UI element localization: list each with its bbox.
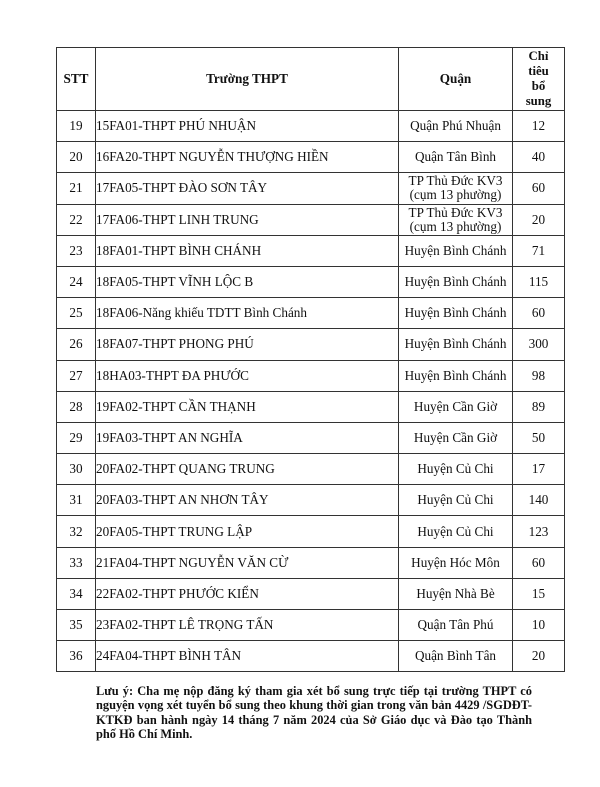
- district-line: Huyện Củ Chi: [417, 492, 494, 508]
- table-row: [57, 422, 565, 453]
- district-line: Quận Phú Nhuận: [410, 118, 501, 134]
- cell-stt: 29: [57, 422, 96, 453]
- cell-school: 19FA03-THPT AN NGHĨA: [96, 422, 399, 453]
- cell-quota: 60: [513, 173, 565, 204]
- cell-stt: 19: [57, 111, 96, 142]
- cell-stt: 33: [57, 547, 96, 578]
- cell-school: 18FA05-THPT VĨNH LỘC B: [96, 266, 399, 297]
- cell-school: 20FA03-THPT AN NHƠN TÂY: [96, 485, 399, 516]
- district-line: Quận Tân Bình: [414, 149, 497, 165]
- cell-quota: 20: [513, 204, 565, 235]
- district-line: Quận Bình Tân: [414, 648, 497, 664]
- table-row: [57, 547, 565, 578]
- table-row: [57, 266, 565, 297]
- note-paragraph: Lưu ý: Cha mẹ nộp đăng ký tham gia xét bổ sung trực tiếp tại trường THPT có nguyện vọng xét tuyển bổ sung theo khung thời gian trong văn bản 4429 /SGDĐT-KTKĐ ban hành ngày 14 tháng 7 năm 2024 của Sở Giáo dục và Đào tạo Thành phố Hồ Chí Minh.: [96, 684, 532, 742]
- header-quota: [513, 48, 565, 111]
- table-row: [57, 173, 565, 204]
- district-line: (cụm 13 phường): [409, 187, 502, 203]
- cell-school: 24FA04-THPT BÌNH TÂN: [96, 641, 399, 672]
- cell-district: [399, 516, 513, 547]
- header-stt: STT: [57, 48, 96, 111]
- cell-school: 17FA06-THPT LINH TRUNG: [96, 204, 399, 235]
- cell-district: [399, 142, 513, 173]
- table-row: [57, 360, 565, 391]
- cell-stt: 36: [57, 641, 96, 672]
- cell-district: [399, 610, 513, 641]
- cell-stt: 22: [57, 204, 96, 235]
- cell-quota: 140: [513, 485, 565, 516]
- table-row: [57, 454, 565, 485]
- cell-district: [399, 641, 513, 672]
- cell-school: 21FA04-THPT NGUYỄN VĂN CỪ: [96, 547, 399, 578]
- cell-school: 16FA20-THPT NGUYỄN THƯỢNG HIỀN: [96, 142, 399, 173]
- cell-district: [399, 235, 513, 266]
- table-row: [57, 391, 565, 422]
- cell-quota: 12: [513, 111, 565, 142]
- table-row: [57, 641, 565, 672]
- cell-school: 20FA05-THPT TRUNG LẬP: [96, 516, 399, 547]
- district-line: TP Thủ Đức KV3: [408, 204, 503, 220]
- cell-stt: 21: [57, 173, 96, 204]
- header-quota-line: tiêu: [528, 64, 549, 78]
- table-row: [57, 111, 565, 142]
- header-district: Quận: [399, 48, 513, 111]
- cell-stt: 30: [57, 454, 96, 485]
- table-row: [57, 516, 565, 547]
- cell-district: [399, 329, 513, 360]
- cell-stt: 26: [57, 329, 96, 360]
- table-body: [57, 111, 565, 672]
- cell-district: [399, 360, 513, 391]
- cell-stt: 23: [57, 235, 96, 266]
- cell-district: [399, 204, 513, 235]
- cell-school: 15FA01-THPT PHÚ NHUẬN: [96, 111, 399, 142]
- cell-school: 20FA02-THPT QUANG TRUNG: [96, 454, 399, 485]
- cell-quota: 123: [513, 516, 565, 547]
- cell-quota: 20: [513, 641, 565, 672]
- cell-stt: 27: [57, 360, 96, 391]
- cell-quota: 60: [513, 547, 565, 578]
- cell-district: [399, 173, 513, 204]
- district-line: Huyện Củ Chi: [417, 523, 494, 539]
- table-row: [57, 204, 565, 235]
- cell-stt: 35: [57, 610, 96, 641]
- cell-district: [399, 266, 513, 297]
- cell-quota: 115: [513, 266, 565, 297]
- cell-district: [399, 391, 513, 422]
- cell-quota: 98: [513, 360, 565, 391]
- cell-quota: 15: [513, 578, 565, 609]
- table-row: [57, 610, 565, 641]
- table-row: [57, 329, 565, 360]
- table-row: [57, 485, 565, 516]
- table-header-row: [57, 48, 565, 111]
- cell-district: [399, 111, 513, 142]
- cell-district: [399, 485, 513, 516]
- cell-quota: 89: [513, 391, 565, 422]
- cell-school: 17FA05-THPT ĐÀO SƠN TÂY: [96, 173, 399, 204]
- district-line: TP Thủ Đức KV3: [408, 173, 503, 189]
- cell-quota: 300: [513, 329, 565, 360]
- cell-district: [399, 578, 513, 609]
- cell-quota: 60: [513, 298, 565, 329]
- header-quota-line: sung: [525, 94, 552, 108]
- district-line: Huyện Cần Giờ: [413, 429, 498, 445]
- supplementary-quota-table: [56, 47, 565, 672]
- district-line: Huyện Hóc Môn: [411, 554, 500, 570]
- cell-stt: 32: [57, 516, 96, 547]
- table-row: [57, 298, 565, 329]
- cell-quota: 17: [513, 454, 565, 485]
- cell-district: [399, 547, 513, 578]
- district-line: Huyện Nhà Bè: [416, 585, 495, 601]
- cell-school: 19FA02-THPT CẦN THẠNH: [96, 391, 399, 422]
- cell-school: 18FA01-THPT BÌNH CHÁNH: [96, 235, 399, 266]
- table-row: [57, 142, 565, 173]
- district-line: Huyện Bình Chánh: [404, 336, 507, 352]
- cell-school: 18FA07-THPT PHONG PHÚ: [96, 329, 399, 360]
- header-school: Trường THPT: [96, 48, 399, 111]
- district-line: Quận Tân Phú: [417, 617, 494, 633]
- cell-quota: 10: [513, 610, 565, 641]
- district-line: Huyện Bình Chánh: [404, 274, 507, 290]
- cell-stt: 25: [57, 298, 96, 329]
- district-line: Huyện Bình Chánh: [404, 305, 507, 321]
- header-quota-line: bổ: [531, 79, 546, 93]
- cell-district: [399, 298, 513, 329]
- cell-stt: 28: [57, 391, 96, 422]
- district-line: (cụm 13 phường): [409, 218, 502, 234]
- cell-district: [399, 454, 513, 485]
- cell-school: 22FA02-THPT PHƯỚC KIỂN: [96, 578, 399, 609]
- district-line: Huyện Bình Chánh: [404, 242, 507, 258]
- header-quota-line: Chỉ: [528, 49, 549, 63]
- cell-district: [399, 422, 513, 453]
- cell-stt: 24: [57, 266, 96, 297]
- district-line: Huyện Bình Chánh: [404, 367, 507, 383]
- cell-quota: 71: [513, 235, 565, 266]
- cell-stt: 34: [57, 578, 96, 609]
- district-line: Huyện Cần Giờ: [413, 398, 498, 414]
- district-line: Huyện Củ Chi: [417, 461, 494, 477]
- cell-school: 18HA03-THPT ĐA PHƯỚC: [96, 360, 399, 391]
- cell-stt: 20: [57, 142, 96, 173]
- cell-quota: 50: [513, 422, 565, 453]
- cell-quota: 40: [513, 142, 565, 173]
- table-row: [57, 578, 565, 609]
- cell-school: 23FA02-THPT LÊ TRỌNG TẤN: [96, 610, 399, 641]
- cell-stt: 31: [57, 485, 96, 516]
- table-row: [57, 235, 565, 266]
- cell-school: 18FA06-Năng khiếu TDTT Bình Chánh: [96, 298, 399, 329]
